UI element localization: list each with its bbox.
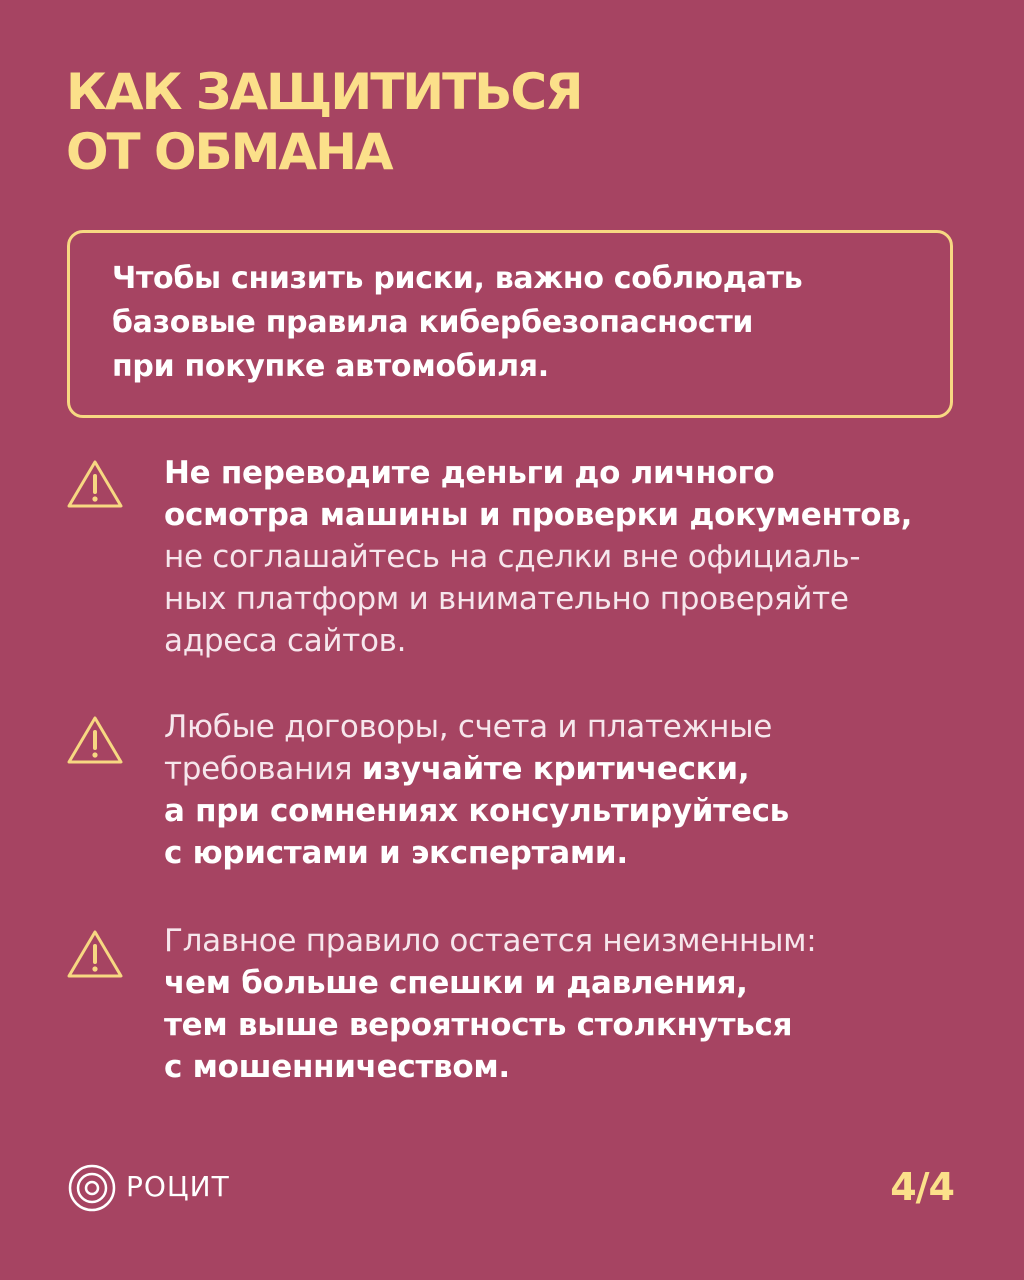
rule-2-mixed-line: [164, 748, 974, 790]
page-number: 4/4: [890, 1165, 954, 1209]
concentric-circles-logo-icon: [68, 1164, 116, 1212]
rule-text-2: [164, 706, 974, 874]
intro-callout-box: [67, 230, 953, 418]
rule-2-light-line-1: Любые договоры, счета и платежные: [164, 709, 773, 745]
rule-2-bold-line-2: а при сомнениях консультируйтесь: [164, 793, 789, 829]
intro-line-1: Чтобы снизить риски, важно соблюдать: [112, 261, 803, 296]
rule-1-bold-line-1: Не переводите деньги до личного: [164, 455, 775, 491]
rule-2-bold-line-1: изучайте критически,: [361, 751, 750, 787]
warning-icon: [66, 714, 124, 766]
warning-icon: [66, 928, 124, 980]
rule-2-light-line-2: требования: [164, 751, 353, 787]
rule-3-light-line-1: Главное правило остается неизменным:: [164, 923, 817, 959]
rule-3-bold-line-3: с мошенничеством.: [164, 1049, 510, 1085]
rule-1-light-line-3: адреса сайтов.: [164, 623, 407, 659]
rule-1-light-line-1: не соглашайтесь на сделки вне официаль-: [164, 539, 861, 575]
title-line-2: ОТ ОБМАНА: [66, 123, 392, 181]
intro-text: [112, 257, 912, 389]
warning-icon: [66, 458, 124, 510]
rule-text-3: [164, 920, 974, 1088]
rule-text-1: [164, 452, 974, 662]
page-title: [66, 62, 582, 182]
intro-line-3: при покупке автомобиля.: [112, 349, 549, 384]
rule-3-bold-line-2: тем выше вероятность столкнуться: [164, 1007, 793, 1043]
rule-2-bold-line-3: с юристами и экспертами.: [164, 835, 628, 871]
brand-name: РОЦИТ: [126, 1170, 230, 1203]
intro-line-2: базовые правила кибербезопасности: [112, 305, 754, 340]
title-line-1: КАК ЗАЩИТИТЬСЯ: [66, 63, 582, 121]
rule-1-bold-line-2: осмотра машины и проверки документов,: [164, 497, 913, 533]
rule-3-bold-line-1: чем больше спешки и давления,: [164, 965, 748, 1001]
rule-1-light-line-2: ных платформ и внимательно проверяйте: [164, 581, 849, 617]
